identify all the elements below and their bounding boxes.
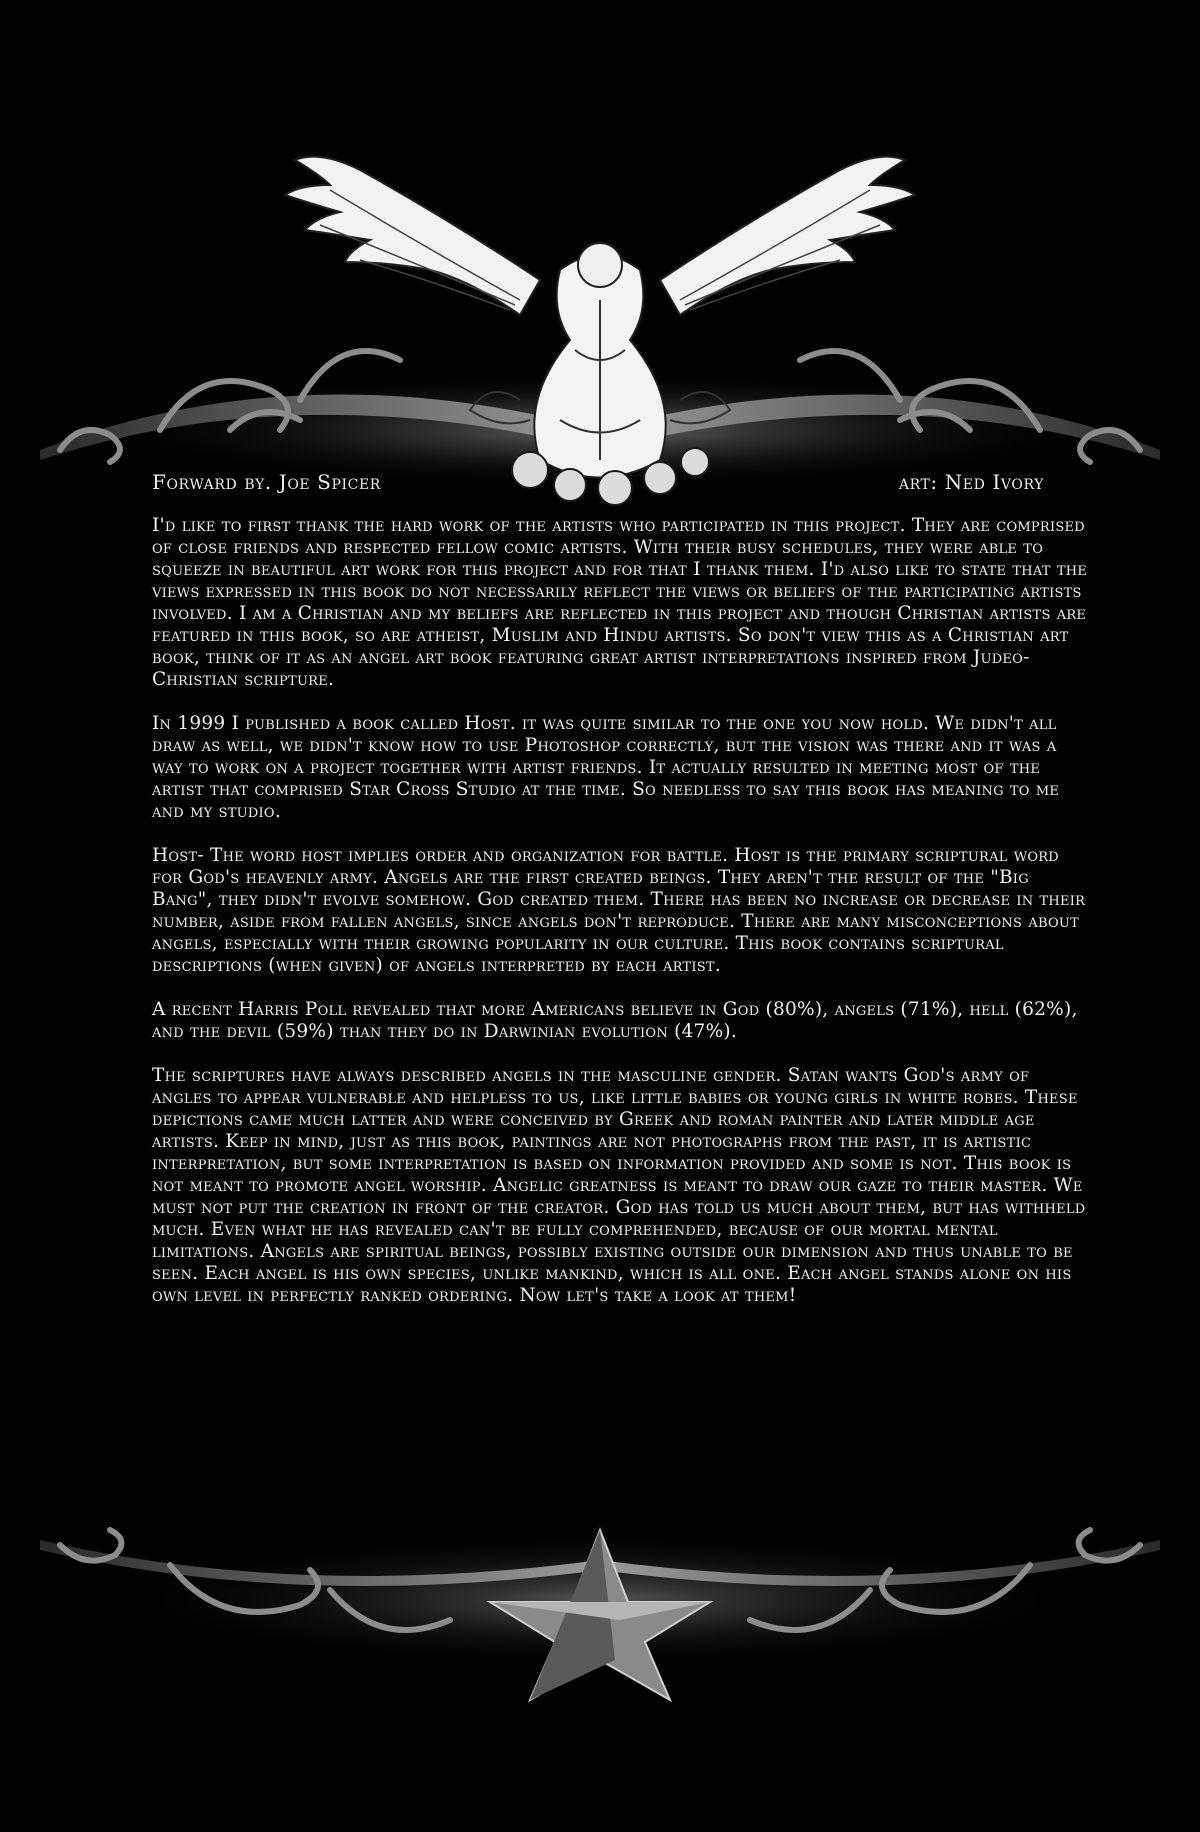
paragraph: Host- The word host implies order and organization for battle. Host is the primary scriptural word for God's heavenly army. Angels are the first created beings. They aren't the result of the "Big Bang", they didn't evolve somehow. God created them. There has been no increase or decrease in their number, aside from fallen angels, since angels don't reproduce. There are many misconceptions about angels, especially with their growing popularity in our culture. This book contains scriptural descriptions (when given) of angels interpreted by each artist. [152, 845, 1086, 976]
angel-illustration-icon [0, 100, 1200, 520]
bottom-ornament [0, 1510, 1200, 1710]
paragraph: A recent Harris Poll revealed that more Americans believe in God (80%), angels (71%), hell (62%), and the devil (59%) than they do in Darwinian evolution (47%). [152, 999, 1078, 1042]
paragraph: I'd like to first thank the hard work of the artists who participated in this project. They are comprised of close friends and respected fellow comic artists. With their busy schedules, they were able to squeeze in beautiful art work for this project and for that I thank them. I'd also like to state that the views expressed in this book do not necessarily reflect the views or beliefs of the participating artists involved. I am a Christian and my beliefs are reflected in this project and though Christian artists are featured in this book, so are atheist, Muslim and Hindu artists. So don't view this as a Christian art book, think of it as an angel art book featuring great artist interpretations inspired from Judeo-Christian scripture. [152, 515, 1088, 690]
art-credit: art: Ned Ivory [898, 470, 1044, 494]
forward-by: Forward by. Joe Spicer [152, 470, 381, 494]
paragraph: The scriptures have always described angels in the masculine gender. Satan wants God's army of angles to appear vulnerable and helpless to us, like little babies or young girls in white robes. These depictions came much latter and were conceived by Greek and roman painter and later middle age artists. Keep in mind, just as this book, paintings are not photographs from the past, it is artistic interpretation, but some interpretation is based on information provided and some is not. This book is not meant to promote angel worship. Angelic greatness is meant to draw our gaze to their master. We must not put the creation in front of the creator. God has told us much about them, but has withheld much. Even what he has revealed can't be fully comprehended, because of our mortal mental limitations. Angels are spiritual beings, possibly existing outside our dimension and thus unable to be seen. Each angel is his own species, unlike mankind, which is all one. Each angel stands alone on his own level in perfectly ranked ordering. Now let's take a look at them! [152, 1065, 1086, 1306]
forward-body [152, 515, 1092, 1329]
top-ornament [0, 100, 1200, 520]
star-cross-logo-icon [0, 1510, 1200, 1710]
credits-line [152, 470, 1044, 494]
paragraph: In 1999 I published a book called Host. it was quite similar to the one you now hold. We didn't all draw as well, we didn't know how to use Photoshop correctly, but the vision was there and it was a way to work on a project together with artist friends. It actually resulted in meeting most of the artist that comprised Star Cross Studio at the time. So needless to say this book has meaning to me and my studio. [152, 713, 1060, 822]
